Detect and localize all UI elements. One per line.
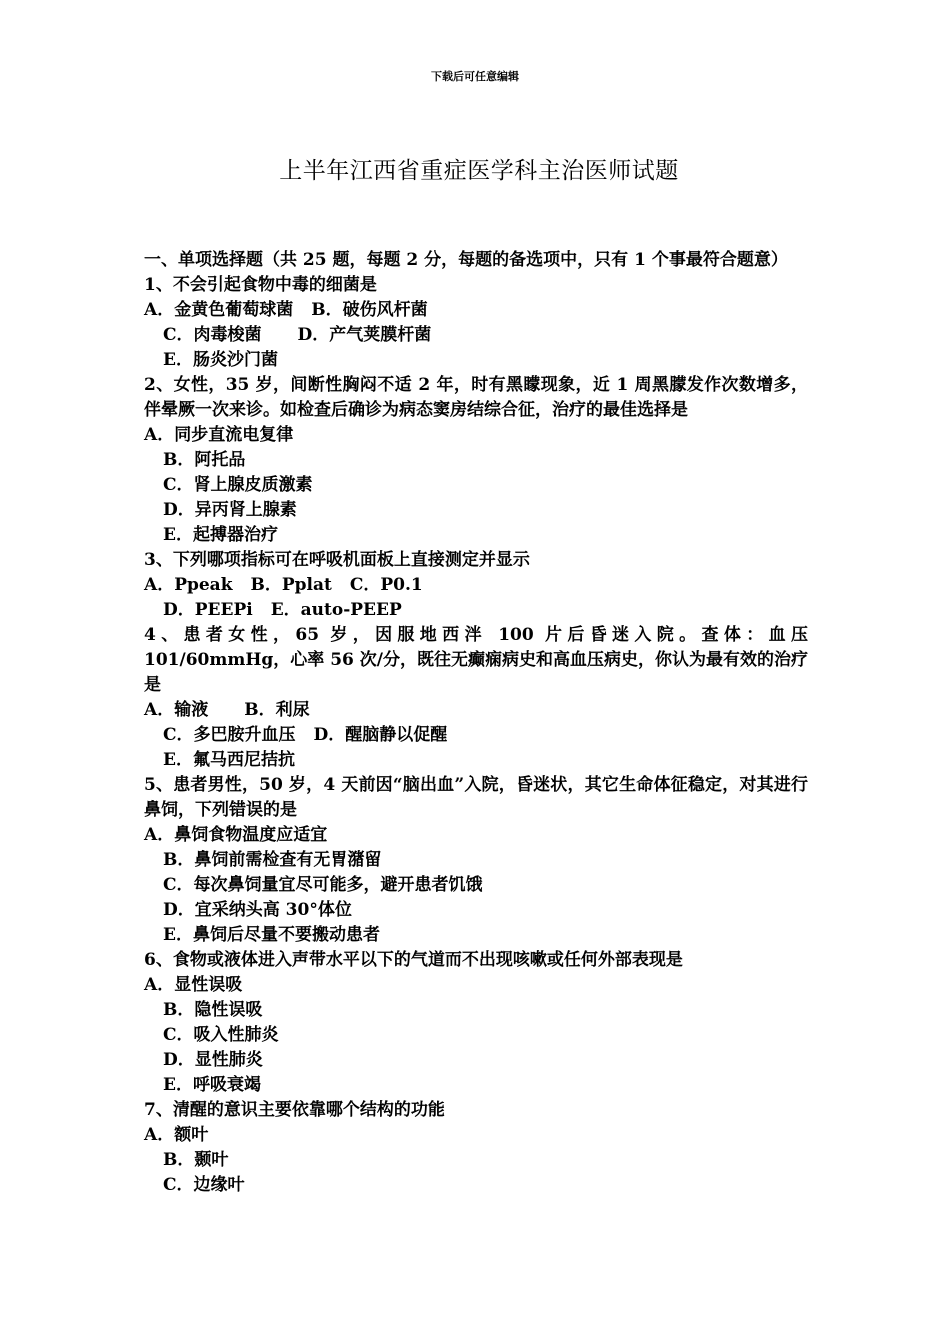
option-e: E．氟马西尼拮抗 [163, 750, 295, 770]
option-d: D．产气荚膜杆菌 [297, 325, 432, 345]
option-c: C．肉毒梭菌 [163, 325, 262, 345]
question-stem: 6、食物或液体进入声带水平以下的气道而不出现咳嗽或任何外部表现是 [144, 950, 683, 970]
option-e: E．起搏器治疗 [163, 525, 278, 545]
option-e: E．肠炎沙门菌 [163, 350, 278, 370]
option-b: B．颞叶 [163, 1150, 229, 1170]
option-row [144, 323, 808, 348]
option-b: B．隐性误吸 [163, 1000, 263, 1020]
question-stem: 2、女性，35 岁，间断性胸闷不适 2 年，时有黑矇现象，近 1 周黑朦发作次数增多，伴晕厥一次来诊。如检查后确诊为病态窦房结综合征，治疗的最佳选择是 [144, 375, 808, 420]
option-d: D．异丙肾上腺素 [163, 500, 297, 520]
option-c: C．每次鼻饲量宜尽可能多，避开患者饥饿 [163, 875, 483, 895]
option-a: A．显性误吸 [144, 975, 243, 995]
option-row [144, 298, 808, 323]
question-stem: 4、患者女性，65 岁，因服地西泮 100 片后昏迷入院。查体：血压 101/60mmHg，心率 56 次/分，既往无癫痫病史和高血压病史，你认为最有效的治疗是 [144, 625, 808, 695]
option-a: A．同步直流电复律 [144, 425, 294, 445]
exam-content [144, 248, 808, 1198]
option-d: D．宜采纳头高 30°体位 [163, 900, 352, 920]
option-row [144, 723, 808, 748]
option-a: A．Ppeak [144, 575, 233, 595]
option-b: B．利尿 [244, 700, 310, 720]
option-a: A．金黄色葡萄球菌 [144, 300, 294, 320]
question-stem: 1、不会引起食物中毒的细菌是 [144, 275, 377, 295]
option-b: B．鼻饲前需检查有无胃潴留 [163, 850, 382, 870]
question-stem: 7、清醒的意识主要依靠哪个结构的功能 [144, 1100, 445, 1120]
option-c: C．吸入性肺炎 [163, 1025, 279, 1045]
option-row [144, 598, 808, 623]
option-a: A．输液 [144, 700, 209, 720]
option-d: D．显性肺炎 [163, 1050, 263, 1070]
option-e: E．呼吸衰竭 [163, 1075, 261, 1095]
option-c: C．肾上腺皮质激素 [163, 475, 313, 495]
option-b: B．Pplat [250, 575, 332, 595]
document-title: 上半年江西省重症医学科主治医师试题 [279, 158, 679, 184]
option-c: C．多巴胺升血压 [163, 725, 296, 745]
option-c: C．边缘叶 [163, 1175, 245, 1195]
option-b: B．破伤风杆菌 [311, 300, 428, 320]
header-note: 下载后可任意编辑 [431, 70, 519, 83]
option-row [144, 698, 808, 723]
option-a: A．鼻饲食物温度应适宜 [144, 825, 328, 845]
section-heading: 一、单项选择题（共 25 题，每题 2 分，每题的备选项中，只有 1 个事最符合题意） [144, 250, 788, 270]
option-d: D．醒脑静以促醒 [313, 725, 448, 745]
option-d: D．PEEPi [163, 600, 253, 620]
option-b: B．阿托品 [163, 450, 246, 470]
option-a: A．额叶 [144, 1125, 209, 1145]
question-stem: 5、患者男性，50 岁，4 天前因“脑出血”入院，昏迷状，其它生命体征稳定，对其进行鼻饲，下列错误的是 [144, 775, 808, 820]
question-stem: 3、下列哪项指标可在呼吸机面板上直接测定并显示 [144, 550, 530, 570]
option-c: C．P0.1 [349, 575, 423, 595]
option-row [144, 573, 808, 598]
option-e: E．auto-PEEP [270, 600, 402, 620]
option-e: E．鼻饲后尽量不要搬动患者 [163, 925, 380, 945]
